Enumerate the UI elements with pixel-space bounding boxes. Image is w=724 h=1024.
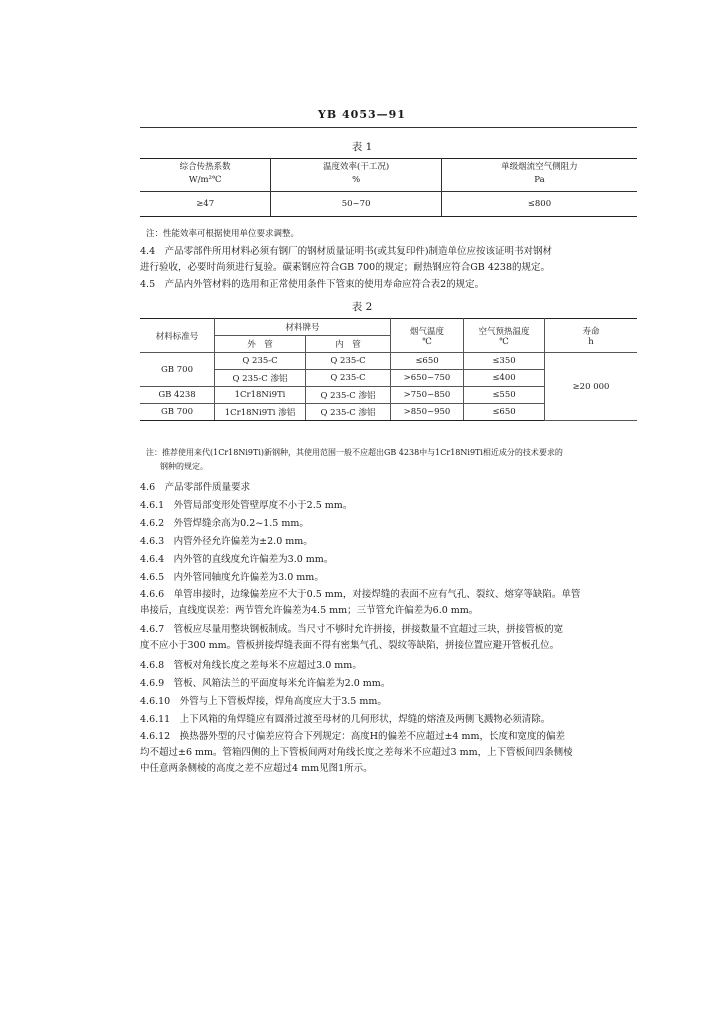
item-4-6-2: 4.6.2 外管焊缝余高为0.2~1.5 mm。 <box>140 518 309 529</box>
t2-col-grade: 材料牌号 <box>215 319 391 336</box>
t2-row0-air: ≤350 <box>464 353 545 370</box>
t2-row3-flue: >850~950 <box>391 404 464 421</box>
table1-note: 注：性能效率可根据使用单位要求调整。 <box>146 229 300 239</box>
item-4-6-3: 4.6.3 内管外径允许偏差为±2.0 mm。 <box>140 536 313 547</box>
table2-note-line2: 钢种的规定。 <box>160 462 208 471</box>
item-4-6-12-line1: 4.6.12 换热器外型的尺寸偏差应符合下列规定：高度H的偏差不应超过±4 mm，长度和宽度的偏差 <box>140 731 566 742</box>
t2-col-life <box>545 319 638 353</box>
t2-row1-inner: Q 235-C <box>306 370 391 387</box>
item-4-6-12-line2: 均不超过±6 mm。管箱四侧的上下管板间两对角线长度之差每米不应超过3 mm，上下管板间四条侧棱 <box>140 747 573 758</box>
item-4-6-7-line2: 度不应小于300 mm。管板拼接焊缝表面不得有密集气孔、裂纹等缺陷，拼接位置应避开管板孔位。 <box>140 640 560 651</box>
table-1 <box>140 158 637 217</box>
t2-life-value: ≥20 000 <box>545 353 638 421</box>
t1-h3-unit: Pa <box>441 173 637 192</box>
item-4-6-4: 4.6.4 内外管的直线度允许偏差为3.0 mm。 <box>140 554 334 565</box>
t2-row3-inner: Q 235-C 渗铝 <box>306 404 391 421</box>
item-4-6-8: 4.6.8 管板对角线长度之差每米不应超过3.0 mm。 <box>140 660 362 671</box>
item-4-6-10: 4.6.10 外管与上下管板焊接，焊角高度应大于3.5 mm。 <box>140 696 387 707</box>
t2-col-air <box>464 319 545 353</box>
t2-row2-inner: Q 235-C 渗铝 <box>306 387 391 404</box>
t1-h3-name: 单级烟流空气侧阻力 <box>441 159 637 174</box>
standard-header: YB 4053—91 <box>318 108 406 121</box>
t2-row1-air: ≤400 <box>464 370 545 387</box>
header-rule <box>140 127 637 128</box>
t1-v1: ≥47 <box>140 192 271 217</box>
t2-row0-inner: Q 235-C <box>306 353 391 370</box>
table1-title: 表 1 <box>351 141 373 153</box>
t1-h2-unit: % <box>271 173 442 192</box>
t2-row3-air: ≤650 <box>464 404 545 421</box>
t1-h1-unit: W/m²℃ <box>140 173 271 192</box>
t2-row1-std: GB 700 <box>140 353 215 387</box>
t1-h1-name: 综合传热系数 <box>140 159 271 174</box>
t2-row0-outer: Q 235-C <box>215 353 306 370</box>
section-4-6: 4.6 产品零部件质量要求 <box>140 482 251 493</box>
item-4-6-5: 4.6.5 内外管同轴度允许偏差为3.0 mm。 <box>140 572 324 583</box>
item-4-6-11: 4.6.11 上下风箱的角焊缝应有圆滑过渡至母材的几何形状，焊缝的熔渣及两侧飞溅物必须清除。 <box>140 714 551 725</box>
t2-row2-std: GB 4238 <box>140 387 215 404</box>
para-4-4-line1: 4.4 产品零部件所用材料必须有钢厂的钢材质量证明书(或其复印件)制造单位应按该证明书对钢材 <box>140 246 553 257</box>
t2-air-unit: ℃ <box>499 336 509 347</box>
t2-life-label: 寿命 <box>582 326 600 337</box>
table2-title: 表 2 <box>351 301 373 313</box>
table2-note-line1: 注：推荐使用来代(1Cr18Ni9Ti)新钢种，其使用范围一般不应超出GB 4238中与1Cr18Ni9Ti相近成分的技术要求的 <box>146 448 563 457</box>
para-4-5: 4.5 产品内外管材料的选用和正常使用条件下管束的使用寿命应符合表2的规定。 <box>140 279 485 290</box>
item-4-6-12-line3: 中任意两条侧棱的高度之差不应超过4 mm见图1所示。 <box>140 763 373 774</box>
item-4-6-1: 4.6.1 外管局部变形处管壁厚度不小于2.5 mm。 <box>140 500 353 511</box>
t2-col-outer: 外 管 <box>215 336 306 353</box>
item-4-6-7-line1: 4.6.7 管板应尽量用整块钢板制成。当尺寸不够时允许拼接，拼接数量不宜超过三块，拼接管板的宽 <box>140 624 564 635</box>
t2-col-flue <box>391 319 464 353</box>
t2-row1-outer: Q 235-C 渗铝 <box>215 370 306 387</box>
t2-col-inner: 内 管 <box>306 336 391 353</box>
table-2 <box>140 318 637 421</box>
item-4-6-6-line1: 4.6.6 单管串接时，边缘偏差应不大于0.5 mm，对接焊缝的表面不应有气孔、裂纹、熔穿等缺陷。单管 <box>140 589 581 600</box>
t1-v3: ≤800 <box>441 192 637 217</box>
item-4-6-9: 4.6.9 管板、风箱法兰的平面度每米允许偏差为2.0 mm。 <box>140 678 391 689</box>
t2-life-unit: h <box>588 336 594 347</box>
t2-row0-flue: ≤650 <box>391 353 464 370</box>
t2-row2-flue: >750~850 <box>391 387 464 404</box>
t2-row1-flue: >650~750 <box>391 370 464 387</box>
t2-flue-unit: ℃ <box>422 336 432 347</box>
t2-row2-outer: 1Cr18Ni9Ti <box>215 387 306 404</box>
t1-h2-name: 温度效率(干工况) <box>271 159 442 174</box>
para-4-4-line2: 进行验收，必要时尚须进行复验。碳素钢应符合GB 700的规定；耐热钢应符合GB 4238的规定。 <box>140 262 550 273</box>
t2-row2-air: ≤550 <box>464 387 545 404</box>
t2-row3-outer: 1Cr18Ni9Ti 渗铝 <box>215 404 306 421</box>
t2-row3-std: GB 700 <box>140 404 215 421</box>
t2-air-label: 空气预热温度 <box>478 326 530 337</box>
t1-v2: 50~70 <box>271 192 442 217</box>
item-4-6-6-line2: 串接后，直线度误差：两节管允许偏差为4.5 mm；三节管允许偏差为6.0 mm。 <box>140 605 479 616</box>
t2-col-std: 材料标准号 <box>140 319 215 353</box>
t2-flue-label: 烟气温度 <box>409 326 444 337</box>
